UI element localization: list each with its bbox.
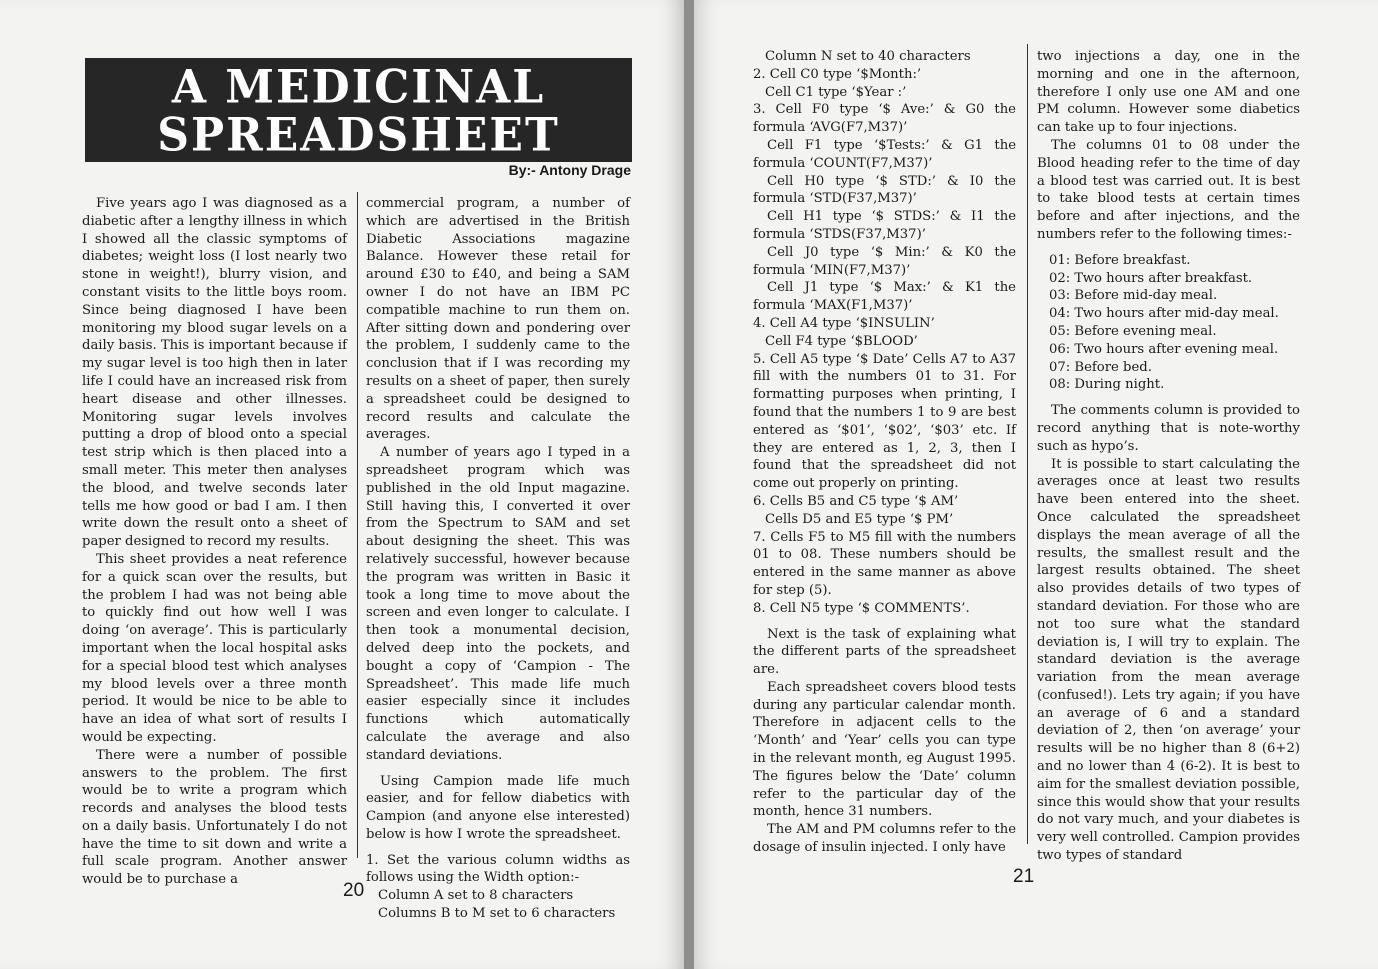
left-column-2 <box>366 195 630 923</box>
paragraph: Five years ago I was diagnosed as a diabetic after a lengthy illness in which I showed all the classic symptoms of diabetes; weight loss (I lost nearly two stone in weight!), blurry vision, and constant visits to the little boys room. Since being diagnosed I have been monitoring my blood sugar levels on a daily basis. This is important because if my sugar level is too high then in later life I could have an increased risk from heart disease and other illnesses. Monitoring sugar levels involves putting a drop of blood onto a special test strip which is then placed into a small meter. This meter then analyses the blood, and twelve seconds later tells me how good or bad I am. I then write down the result onto a sheet of paper designed to record my results. <box>82 196 347 550</box>
article-title-banner <box>85 58 632 162</box>
step-1: 1. Set the various column widths as follows using the Width option:- <box>366 852 630 886</box>
paragraph: The comments column is provided to record anything that is note-worthy such as hypo’s. <box>1037 403 1300 454</box>
list-item: 07: Before bed. <box>1049 359 1152 375</box>
list-item: 04: Two hours after mid-day meal. <box>1049 306 1279 322</box>
paragraph: There were a number of possible answers to the problem. The first would be to write a program which records and analyses the blood tests on a daily basis. Unfortunately I do not have the time to sit down and write a full scale program. Another answer would be to purchase a <box>82 747 347 888</box>
right-page <box>694 0 1378 969</box>
paragraph: This sheet provides a neat reference for a quick scan over the results, but the problem I had was not being able to quickly find out how well I was doing ‘on average’. This is particularly important when the local hospital asks for a special blood test which analyses my blood levels over a three month period. It would be nice to be able to have an idea of what sort of results I would be expecting. <box>82 551 347 745</box>
step-detail: Cell J1 type ‘$ Max:’ & K1 the formula ‘MAX(F1,M37)’ <box>753 280 1016 314</box>
list-item: 02: Two hours after breakfast. <box>1049 270 1253 286</box>
step: 3. Cell F0 type ‘$ Ave:’ & G0 the formula ‘AVG(F7,M37)’ <box>753 102 1016 136</box>
right-column-1 <box>753 48 1016 857</box>
spine-gutter <box>684 0 694 969</box>
title-line-2: SPREADSHEET <box>157 108 560 163</box>
left-column-1 <box>82 195 347 889</box>
step-detail: Column N set to 40 characters <box>765 49 971 64</box>
step: 6. Cells B5 and C5 type ‘$ AM’ <box>753 493 959 509</box>
step-detail: Cell F4 type ‘$BLOOD’ <box>765 333 918 349</box>
step: 8. Cell N5 type ‘$ COMMENTS’. <box>753 600 970 616</box>
paragraph: Using Campion made life much easier, and for fellow diabetics with Campion (and anyone else interested) below is how I wrote the spreadsheet. <box>366 773 630 842</box>
page-number-right: 21 <box>1013 866 1035 887</box>
step: 7. Cells F5 to M5 fill with the numbers 01 to 08. These numbers should be entered in the same manner as above for step (5). <box>753 529 1016 598</box>
list-item: 08: During night. <box>1049 377 1165 393</box>
right-column-2 <box>1037 48 1300 865</box>
title-line-1: A MEDICINAL <box>171 60 546 115</box>
paragraph: Next is the task of explaining what the different parts of the spreadsheet are. <box>753 626 1016 678</box>
left-page <box>0 0 684 969</box>
paragraph: Each spreadsheet covers blood tests during any particular calendar month. Therefore in adjacent cells to the ‘Month’ and ‘Year’ cells you can type in the relevant month, eg August 1995. The figures below the ‘Date’ column refer to the particular day of the month, hence 31 numbers. <box>753 679 1016 820</box>
list-item: 06: Two hours after evening meal. <box>1049 341 1279 357</box>
column-divider <box>1027 44 1028 844</box>
page-number-left: 20 <box>343 880 365 901</box>
paragraph: commercial program, a number of which are advertised in the British Diabetic Associations magazine Balance. However these retail for around £30 to £40, and being a SAM owner I do not have an IBM PC compatible machine to run them on. After sitting down and pondering over the problem, I suddenly came to the conclusion that if I was recording my results on a sheet of paper, then surely a spreadsheet could be designed to record results and calculate the averages. <box>366 196 630 443</box>
step-detail: Cell H1 type ‘$ STDS:’ & I1 the formula ‘STDS(F37,M37)’ <box>753 209 1016 242</box>
step-detail: Cells D5 and E5 type ‘$ PM’ <box>765 511 954 527</box>
byline: By:- Antony Drage <box>508 162 631 178</box>
step-detail: Cell F1 type ‘$Tests:’ & G1 the formula ‘COUNT(F7,M37)’ <box>753 137 1016 171</box>
paragraph: It is possible to start calculating the averages once at least two results have been entered into the sheet. Once calculated the spreadsheet displays the mean average of all the results, the smallest result and the largest results obtained. The sheet also provides details of two types of standard deviation. For those who are not too sure what the standard deviation is, I will try to explain. The standard deviation is the average variation from the mean average (confused!). Lets try again; if you have an average of 6 and a standard deviation of 2, then ‘on average’ your results will be no higher than 8 (6+2) and no lower than 4 (6-2). It is best to aim for the smallest deviation possible, since this would show that your results do not vary much, and your diabetes is very well controlled. Campion provides two types of standard <box>1037 456 1300 864</box>
step-detail: Cell J0 type ‘$ Min:’ & K0 the formula ‘MIN(F7,M37)’ <box>753 244 1016 278</box>
paragraph: The columns 01 to 08 under the Blood heading refer to the time of day a blood test was carried out. It is best to take blood tests at certain times before and after injections, and the numbers refer to the following times:- <box>1037 137 1300 242</box>
step: 4. Cell A4 type ‘$INSULIN’ <box>753 315 935 331</box>
paragraph: A number of years ago I typed in a spreadsheet program which was published in the old Input magazine. Still having this, I converted it over from the Spectrum to SAM and set about designing the sheet. This was relatively successful, however because the program was written in Basic it took a long time to move about the screen and even longer to calculate. I then took a monumental decision, delved deep into the pockets, and bought a copy of ‘Campion - The Spreadsheet’. This made life much easier especially since it includes functions which automatically calculate the average and also standard deviations. <box>366 445 630 763</box>
list-item: 01: Before breakfast. <box>1049 252 1191 268</box>
column-divider <box>357 192 358 858</box>
paragraph: two injections a day, one in the morning and one in the afternoon, therefore I only use one AM and one PM column. However some diabetics can take up to four injections. <box>1037 49 1300 136</box>
step: 5. Cell A5 type ‘$ Date’ Cells A7 to A37 fill with the numbers 01 to 31. For formatting purposes when printing, I found that the numbers 1 to 9 are best entered as ‘$01’, ‘$02’, ‘$03’ etc. If they are entered as 1, 2, 3, then I found that the spreadsheet did not come out properly on printing. <box>753 351 1016 492</box>
paragraph: The AM and PM columns refer to the dosage of insulin injected. I only have <box>753 822 1016 856</box>
step-detail: Cell H0 type ‘$ STD:’ & I0 the formula ‘STD(F37,M37)’ <box>753 173 1016 207</box>
list-item: 03: Before mid-day meal. <box>1049 288 1218 304</box>
list-item: 05: Before evening meal. <box>1049 323 1217 339</box>
step-detail: Column A set to 8 characters <box>378 888 574 904</box>
step: 2. Cell C0 type ‘$Month:’ <box>753 66 922 82</box>
step-detail: Cell C1 type ‘$Year :’ <box>765 84 907 100</box>
step-detail: Columns B to M set to 6 characters <box>378 906 616 922</box>
